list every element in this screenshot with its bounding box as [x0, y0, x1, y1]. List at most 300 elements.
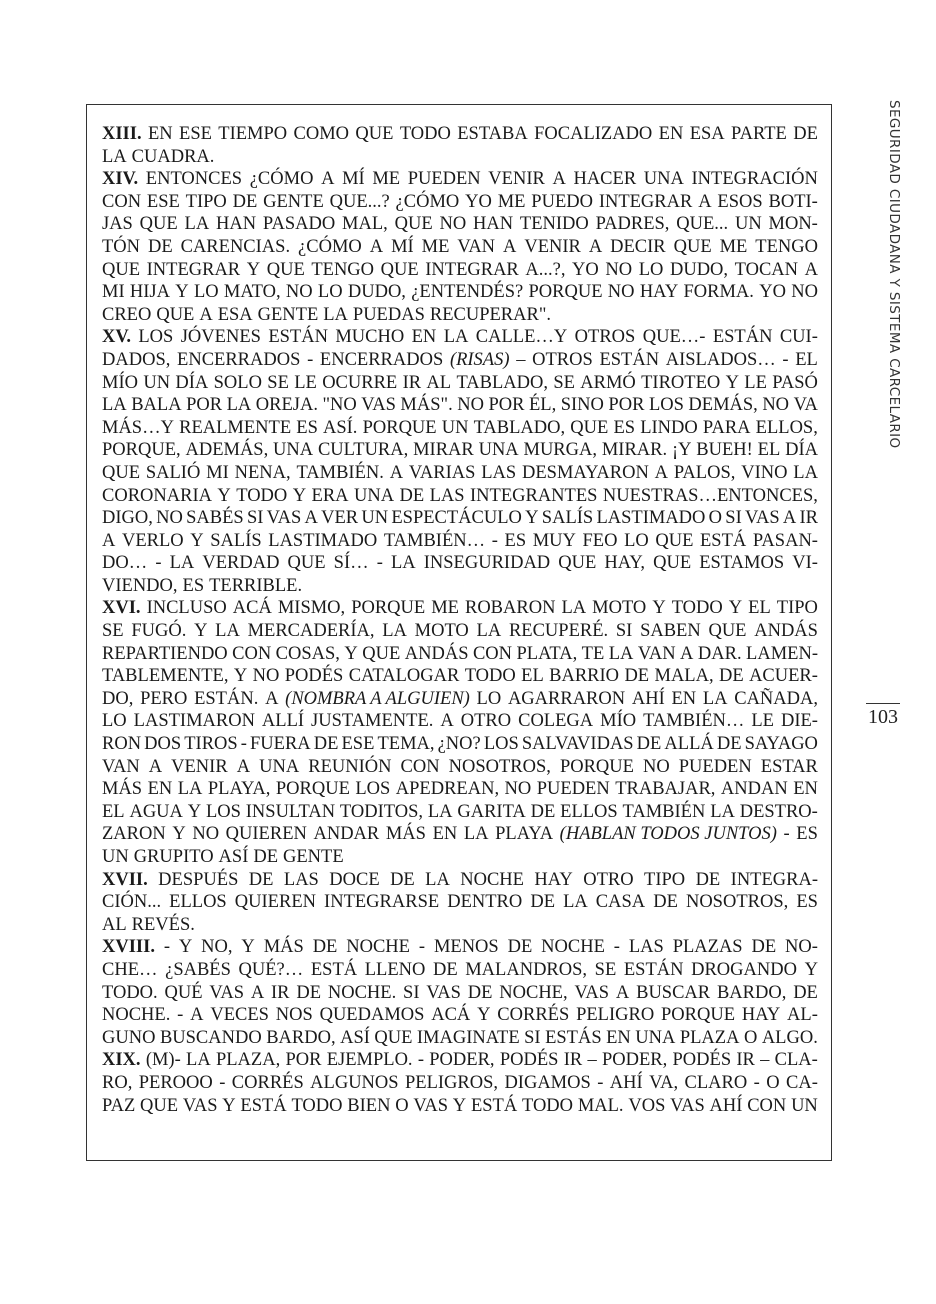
- word: TABLADO,: [473, 417, 566, 438]
- word: QUE: [140, 1095, 179, 1116]
- word: -: [163, 937, 171, 958]
- word: PLAZA,: [215, 1050, 281, 1071]
- word: ¿ENTENDÉS?: [411, 282, 524, 303]
- word: -: [597, 1072, 604, 1093]
- text-line: [102, 1095, 818, 1118]
- word: INTEGRAR: [425, 259, 519, 280]
- word: VAS: [413, 1095, 449, 1116]
- word: PORQUE: [661, 1005, 736, 1026]
- word: HAY: [741, 1005, 781, 1026]
- word: A: [782, 508, 797, 529]
- word: NOCHE: [460, 869, 524, 890]
- word: DIGO,: [102, 508, 153, 529]
- word: PELIGROS,: [404, 1072, 499, 1093]
- word: EN: [606, 1027, 631, 1048]
- word: UN: [791, 1095, 818, 1116]
- word: DE: [296, 982, 322, 1003]
- word: -: [491, 530, 498, 551]
- word: -: [240, 734, 247, 755]
- word: INTEGRAR: [146, 259, 241, 280]
- word: INTEGRACIÓN: [691, 169, 818, 190]
- word: A: [389, 462, 404, 483]
- word: LA: [186, 1050, 211, 1071]
- text-line: [102, 349, 818, 372]
- word: SINO: [560, 395, 604, 416]
- word: CORRÉS: [497, 1005, 570, 1026]
- text-line: [102, 372, 818, 395]
- text-line: [102, 462, 818, 485]
- word: MALANDROS,: [465, 959, 588, 980]
- word: VOS: [628, 1095, 666, 1116]
- word: DEMÁS,: [688, 395, 758, 416]
- word: ANDAN: [720, 779, 788, 800]
- word: –: [760, 1050, 770, 1071]
- word: VAS: [426, 982, 461, 1003]
- word: –: [587, 1050, 597, 1071]
- word: ERA: [311, 485, 349, 506]
- word: TIROTEO: [641, 372, 721, 393]
- word: FEO: [582, 530, 618, 551]
- word: TABLEMENTE,: [102, 666, 229, 687]
- word: O: [395, 1095, 409, 1116]
- word: O: [766, 1072, 780, 1093]
- word: Y: [292, 485, 307, 506]
- word: LO: [102, 711, 127, 732]
- word: QUE: [708, 621, 747, 642]
- word: NOSOTROS,: [685, 892, 789, 913]
- word: POR: [285, 1050, 322, 1071]
- word: LAMEN-: [746, 643, 818, 664]
- word: -: [782, 349, 789, 370]
- word: QUE: [655, 530, 694, 551]
- text-line: [102, 891, 818, 914]
- word: LO: [638, 259, 664, 280]
- word: GENTE: [257, 304, 319, 325]
- word: DO…: [102, 553, 148, 574]
- word: A: [804, 259, 818, 280]
- word: LA: [102, 395, 127, 416]
- word: AL: [426, 372, 452, 393]
- word: UNA: [478, 440, 519, 461]
- word: MATO,: [223, 282, 281, 303]
- word: A: [654, 462, 669, 483]
- word: LA: [169, 553, 195, 574]
- word: ÉL,: [528, 395, 557, 416]
- word: INSEGURIDAD: [423, 553, 551, 574]
- word: SAYAGO: [744, 734, 818, 755]
- word: DIE-: [780, 711, 818, 732]
- word: ESTÁ: [699, 530, 747, 551]
- word: NO-: [785, 937, 818, 958]
- text-line: [102, 417, 818, 440]
- text-line: [102, 823, 818, 846]
- word: LA: [710, 801, 735, 822]
- word: ENCERRADOS: [177, 349, 301, 370]
- word: IR: [563, 1050, 583, 1071]
- word: IR: [271, 982, 290, 1003]
- word: CON: [472, 643, 513, 664]
- word: INSULTAN: [245, 801, 336, 822]
- section-number: XIV.: [102, 169, 139, 190]
- word: VENIR: [171, 756, 228, 777]
- word: MUCHO: [335, 327, 405, 348]
- word: TEMA,: [377, 734, 435, 755]
- word: CATALOGAR: [348, 666, 460, 687]
- word: PODÉS: [499, 1050, 559, 1071]
- word: LA: [443, 327, 469, 348]
- word: -: [753, 1072, 760, 1093]
- word: PODER,: [429, 1050, 495, 1071]
- word: O: [743, 1027, 758, 1048]
- word: -: [783, 824, 790, 845]
- interview-transcript: [102, 123, 818, 1117]
- word: MALA,: [654, 666, 714, 687]
- word: Y: [233, 666, 248, 687]
- word: TODO: [236, 485, 288, 506]
- word: ADEMÁS,: [185, 440, 269, 461]
- word: QUIEREN: [234, 892, 316, 913]
- word: YO: [759, 282, 786, 303]
- word: EN: [432, 824, 458, 845]
- word: PORQUE: [275, 779, 350, 800]
- word: MURGA,: [523, 440, 597, 461]
- word: CAÑADA,: [734, 688, 818, 709]
- word: (NOMBRA A ALGUIEN): [285, 688, 470, 709]
- word: A: [698, 191, 712, 212]
- text-line: [102, 552, 818, 575]
- word: NO: [439, 214, 467, 235]
- word: ME: [497, 191, 526, 212]
- word: ESTÁN: [599, 349, 660, 370]
- word: ESTAR: [760, 756, 818, 777]
- word: CARENCIAS.: [180, 236, 291, 257]
- word: Y: [222, 1095, 236, 1116]
- word: Y: [175, 282, 189, 303]
- word: MAL.: [577, 1095, 624, 1116]
- word: UNA: [643, 169, 684, 190]
- word: LO: [193, 282, 219, 303]
- word: ¿CÓMO: [395, 191, 460, 212]
- word: QUE: [558, 553, 597, 574]
- word: TODO: [291, 1095, 343, 1116]
- word: INTEGRARSE: [324, 892, 440, 913]
- text-line: [102, 213, 818, 236]
- word: ES: [613, 417, 636, 438]
- word: VINO: [741, 462, 788, 483]
- word: CORONARIA: [102, 485, 212, 506]
- word: DOS: [144, 734, 182, 755]
- word: Y: [217, 485, 231, 506]
- word: LOS: [648, 395, 684, 416]
- word: QUEDAMOS: [319, 1005, 425, 1026]
- word: TODO: [671, 598, 723, 619]
- word: GARITA: [457, 801, 526, 822]
- word: OTRO: [583, 869, 634, 890]
- word: MISMO,: [277, 598, 346, 619]
- word: QUE: [266, 259, 305, 280]
- text-line: [102, 778, 818, 801]
- word: LAS: [283, 869, 319, 890]
- word: Y: [190, 530, 204, 551]
- word: UN: [102, 847, 129, 867]
- word: LA: [323, 304, 348, 325]
- word: DE: [147, 236, 173, 257]
- word: ME: [372, 169, 401, 190]
- word: SALIÓ: [145, 462, 201, 483]
- word: BUSCAR: [636, 982, 711, 1003]
- word: LINDO: [640, 417, 698, 438]
- word: EN: [671, 688, 697, 709]
- word: A: [552, 169, 566, 190]
- word: PODÉS: [672, 1050, 732, 1071]
- word: PERO: [140, 688, 188, 709]
- word: HACER: [573, 169, 637, 190]
- word: SI: [725, 508, 742, 529]
- word: ES: [182, 575, 205, 596]
- word: DE: [793, 124, 818, 144]
- word: LA: [463, 824, 489, 845]
- word: -: [376, 553, 383, 574]
- word: Y: [452, 1095, 467, 1116]
- word: QUE: [653, 553, 692, 574]
- word: "NO: [322, 395, 357, 416]
- word: PARTE: [731, 124, 787, 144]
- word: PORQUE: [559, 756, 634, 777]
- word: DE: [399, 485, 425, 506]
- text-line: [102, 191, 818, 214]
- word: CIÓN...: [102, 892, 162, 913]
- word: QUE...?: [329, 191, 390, 212]
- word: OTRO: [460, 711, 512, 732]
- text-line: [102, 507, 818, 530]
- word: DE: [312, 937, 338, 958]
- word: DE: [313, 734, 339, 755]
- word: LA: [702, 688, 728, 709]
- word: TABLADO,: [456, 372, 548, 393]
- word: TENGO: [311, 259, 375, 280]
- word: DIGAMOS: [504, 1072, 591, 1093]
- word: MÁS".: [400, 395, 453, 416]
- word: REPARTIENDO: [102, 643, 228, 664]
- word: QUE: [102, 259, 141, 280]
- word: UNA: [259, 756, 300, 777]
- section-number: XVI.: [102, 598, 141, 619]
- word: EN: [411, 327, 437, 348]
- word: LA: [793, 462, 818, 483]
- word: ESTÁN: [623, 959, 684, 980]
- word: QUE: [139, 214, 178, 235]
- word: DADOS,: [102, 349, 171, 370]
- word: QUE: [394, 214, 433, 235]
- word: DE: [751, 937, 777, 958]
- word: IMAGINATE: [416, 1027, 520, 1048]
- word: DE: [530, 801, 556, 822]
- word: ¡Y: [671, 440, 692, 461]
- word: LASTIMADO: [268, 530, 378, 551]
- word: A: [199, 304, 213, 325]
- word: MÁS: [102, 779, 143, 800]
- word: NO: [642, 756, 670, 777]
- word: LO: [476, 688, 502, 709]
- word: PORQUE: [362, 417, 437, 438]
- word: CON: [747, 1095, 787, 1116]
- word: LLENO: [364, 959, 426, 980]
- word: IR: [736, 1050, 755, 1071]
- word: DE: [695, 869, 721, 890]
- word: -: [177, 1005, 184, 1026]
- word: PASAN-: [752, 530, 818, 551]
- section-number: XVIII.: [102, 937, 155, 958]
- word: Y: [187, 801, 202, 822]
- word: PLATA,: [516, 643, 578, 664]
- word: SE: [102, 621, 124, 642]
- word: QUÉ?…: [238, 959, 304, 980]
- word: -: [417, 1050, 424, 1071]
- word: PAZ: [102, 1095, 136, 1116]
- word: PLAYA,: [207, 779, 271, 800]
- word: TERRIBLE.: [209, 575, 303, 596]
- word: A: [148, 756, 163, 777]
- text-line: [102, 846, 818, 869]
- word: ESTAMOS: [699, 553, 785, 574]
- word: A: [440, 711, 454, 732]
- word: ESE: [179, 124, 212, 144]
- word: UN: [143, 372, 171, 393]
- text-line: [102, 485, 818, 508]
- word: ¿NO?: [437, 734, 481, 755]
- word: DE: [624, 666, 650, 687]
- word: NO: [605, 259, 633, 280]
- word: LA: [390, 553, 416, 574]
- word: LAS: [628, 937, 664, 958]
- word: HAN: [216, 214, 257, 235]
- word: VI-: [792, 553, 818, 574]
- word: ELLOS: [560, 801, 618, 822]
- word: DE: [507, 937, 533, 958]
- word: MENOS: [433, 937, 499, 958]
- word: VAN: [637, 643, 676, 664]
- word: NOCHE.: [102, 1005, 171, 1026]
- word: CORRÉS: [231, 1072, 304, 1093]
- word: PODÉS: [284, 666, 344, 687]
- word: DE: [232, 191, 258, 212]
- word: Y: [172, 824, 186, 845]
- word: DE: [719, 666, 744, 687]
- text-line: [102, 146, 818, 169]
- text-line: [102, 281, 818, 304]
- word: DÍA: [785, 440, 818, 461]
- word: -: [219, 1072, 226, 1093]
- word: REUNIÓN: [308, 756, 392, 777]
- word: IR: [799, 508, 818, 529]
- word: QUE…-: [642, 327, 706, 348]
- section-number: XIII.: [102, 124, 142, 144]
- word: VARIAS: [408, 462, 476, 483]
- word: UNA: [635, 1027, 676, 1048]
- word: NO: [457, 395, 484, 416]
- word: ALGUNOS: [310, 1072, 399, 1093]
- word: ESE: [146, 191, 180, 212]
- text-line: [102, 168, 818, 191]
- word: DROGANDO: [691, 959, 797, 980]
- word: -: [613, 937, 620, 958]
- word: ESA: [689, 124, 725, 144]
- word: DE: [793, 982, 818, 1003]
- word: PUEDAS: [352, 304, 425, 325]
- word: RECUPERAR".: [429, 304, 552, 325]
- word: ESOS: [717, 191, 763, 212]
- word: Y: [194, 621, 208, 642]
- word: TRABAJAR,: [615, 779, 716, 800]
- word: PADRES,: [595, 214, 670, 235]
- word: LA: [215, 621, 240, 642]
- word: ASÍ.: [323, 417, 358, 438]
- word: FUERA: [250, 734, 311, 755]
- word: NOCHE.: [327, 982, 397, 1003]
- word: LA: [608, 643, 634, 664]
- text-line: [102, 326, 818, 349]
- word: YO: [465, 191, 492, 212]
- word: MON-: [768, 214, 818, 235]
- word: LA: [382, 621, 407, 642]
- word: MI: [102, 282, 125, 303]
- word: ESPECTÁCULO: [391, 508, 522, 529]
- text-line: [102, 259, 818, 282]
- word: ASÍ: [218, 847, 249, 867]
- word: CASA: [595, 892, 646, 913]
- word: CLARO: [684, 1072, 748, 1093]
- word: ES: [504, 530, 527, 551]
- word: MÍ: [391, 236, 414, 257]
- word: HAY,: [604, 553, 646, 574]
- word: QUE: [102, 462, 141, 483]
- word: NO: [607, 282, 635, 303]
- word: EN: [147, 779, 173, 800]
- word: ESE: [341, 734, 375, 755]
- word: A...?,: [525, 259, 566, 280]
- word: TODO.: [102, 982, 158, 1003]
- word: EL: [795, 349, 818, 370]
- word: Y: [344, 643, 358, 664]
- word: FOCALIZADO: [534, 124, 653, 144]
- word: INTEGRA-: [730, 869, 818, 890]
- word: DÍA: [175, 372, 209, 393]
- word: A: [265, 688, 279, 709]
- word: UN: [361, 508, 389, 529]
- word: GENTE: [283, 847, 344, 867]
- word: ES: [796, 824, 818, 845]
- word: AL: [102, 914, 127, 935]
- word: DENTRO: [447, 892, 523, 913]
- word: FUGÓ.: [131, 621, 187, 642]
- text-line: [102, 914, 818, 937]
- text-line: [102, 733, 818, 756]
- text-line: [102, 665, 818, 688]
- word: MIRAR: [413, 440, 474, 461]
- word: JAS: [102, 214, 133, 235]
- word: TOCAN: [734, 259, 799, 280]
- text-line: [102, 304, 818, 327]
- word: DE: [467, 982, 493, 1003]
- text-line: [102, 530, 818, 553]
- word: LA: [563, 892, 588, 913]
- word: PLAZAS: [672, 937, 743, 958]
- word: ME: [431, 598, 459, 619]
- word: ESTÁ: [470, 1095, 518, 1116]
- word: PODER,: [601, 1050, 668, 1071]
- word: BOTI-: [768, 191, 818, 212]
- word: CUI-: [779, 327, 818, 348]
